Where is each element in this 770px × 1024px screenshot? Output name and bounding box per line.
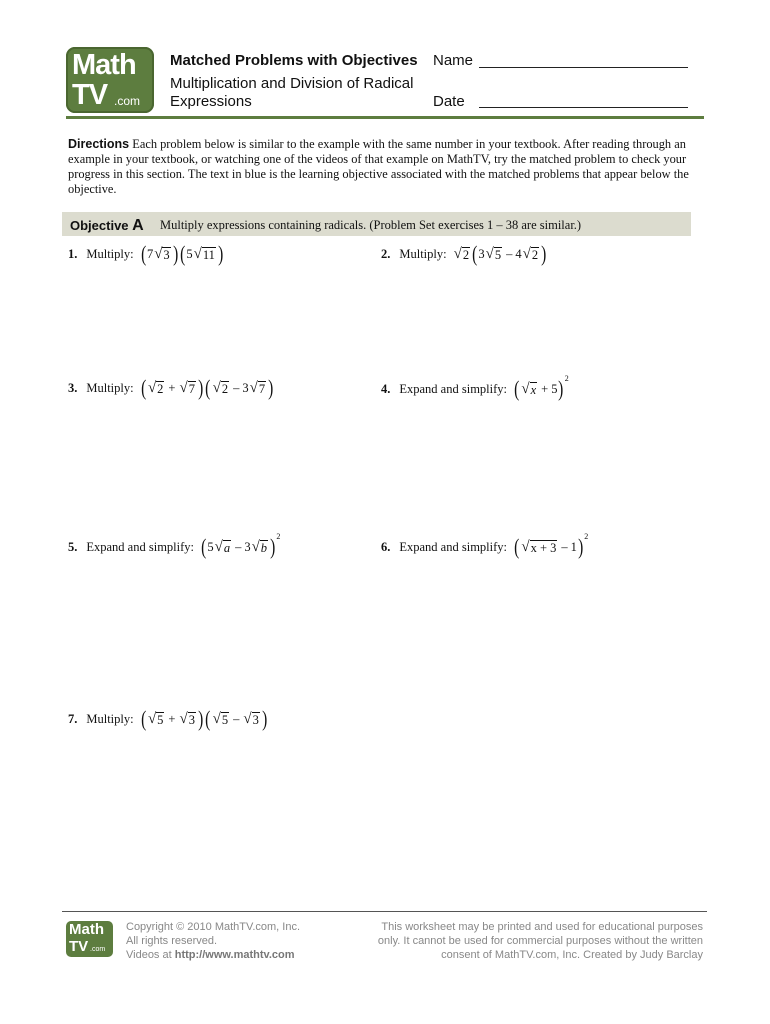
problem-number: 2. xyxy=(381,246,391,261)
problem-instruction: Expand and simplify: xyxy=(399,381,507,396)
logo-text-com: .com xyxy=(114,94,141,108)
footer-logo-tv: TV xyxy=(69,938,89,955)
footer-logo-math: Math xyxy=(69,921,104,938)
problem-number: 4. xyxy=(381,381,391,396)
footer-logo xyxy=(66,921,113,957)
directions-paragraph xyxy=(68,137,698,197)
footer-usage-notice xyxy=(355,920,703,962)
mathtv-link[interactable]: http://www.mathtv.com xyxy=(174,949,295,961)
name-label: Name xyxy=(433,52,474,69)
rights-line: All rights reserved. xyxy=(126,935,218,947)
copyright-line: Copyright © 2010 MathTV.com, Inc. xyxy=(126,921,301,933)
problem-6 xyxy=(381,532,589,559)
problem-number: 5. xyxy=(68,539,78,554)
logo-text-math: Math xyxy=(72,49,136,81)
date-field[interactable] xyxy=(479,107,688,108)
footer-logo-com: .com xyxy=(90,946,106,953)
objective-text: Multiply expressions containing radicals. (Problem Set exercises 1 – 38 are similar.) xyxy=(160,218,582,232)
problem-instruction: Multiply: xyxy=(399,246,447,261)
problem-2 xyxy=(381,243,547,265)
problem-expression: ( 7 √ 3 ) ( 5 √ 11 ) xyxy=(140,241,224,266)
date-label: Date xyxy=(433,93,465,110)
problem-expression: ( √ 5 + √ 3 ) ( √ 5 – √ 3 ) xyxy=(140,706,268,731)
problem-4 xyxy=(381,374,569,401)
footer-copyright xyxy=(126,920,300,962)
directions-label: Directions xyxy=(68,137,130,151)
mathtv-logo xyxy=(66,47,154,113)
problem-7 xyxy=(68,708,268,730)
worksheet-title: Matched Problems with Objectives xyxy=(170,52,418,69)
problem-expression: √ 2 ( 3 √ 5 – 4 √ 2 ) xyxy=(453,241,547,266)
problem-expression: ( 5 √ a – 3 √ b ) 2 xyxy=(201,532,281,559)
notice-line-1: This worksheet may be printed and used for educational purposes xyxy=(381,921,703,933)
logo-text-tv: TV xyxy=(72,79,108,111)
problem-1 xyxy=(68,243,224,265)
problem-instruction: Expand and simplify: xyxy=(86,539,194,554)
problem-instruction: Multiply: xyxy=(86,246,134,261)
notice-line-2: only. It cannot be used for commercial purposes without the written xyxy=(377,935,703,947)
notice-line-3: consent of MathTV.com, Inc. Created by Judy Barclay xyxy=(441,949,703,961)
problem-expression: ( √ x + 5 ) 2 xyxy=(514,374,569,401)
problem-instruction: Multiply: xyxy=(86,711,134,726)
problem-number: 7. xyxy=(68,711,78,726)
objective-word: Objective xyxy=(70,218,129,233)
problem-instruction: Expand and simplify: xyxy=(399,539,507,554)
header-divider xyxy=(66,116,704,119)
worksheet-subtitle: Multiplication and Division of Radical Expressions xyxy=(170,75,414,110)
problem-3 xyxy=(68,377,274,399)
problem-number: 3. xyxy=(68,380,78,395)
problem-expression: ( √ 2 + √ 7 ) ( √ 2 – 3 √ 7 ) xyxy=(140,375,274,400)
videos-line: Videos at http://www.mathtv.com xyxy=(126,949,295,961)
directions-text: Each problem below is similar to the example with the same number in your textbook. After reading through an example in your textbook, or watching one of the videos of that example on MathTV, try the matched problem to check your progress in this section. The text in blue is the learning objective associated with the matched problems that appear below the objective. xyxy=(68,137,689,196)
problem-instruction: Multiply: xyxy=(86,380,134,395)
objective-letter: A xyxy=(132,217,144,234)
problem-number: 1. xyxy=(68,246,78,261)
name-field[interactable] xyxy=(479,67,688,68)
objective-label xyxy=(70,217,144,235)
problem-number: 6. xyxy=(381,539,391,554)
problem-expression: ( √ x + 3 – 1 ) 2 xyxy=(514,532,589,559)
footer-divider xyxy=(62,911,707,912)
problem-5 xyxy=(68,532,281,559)
